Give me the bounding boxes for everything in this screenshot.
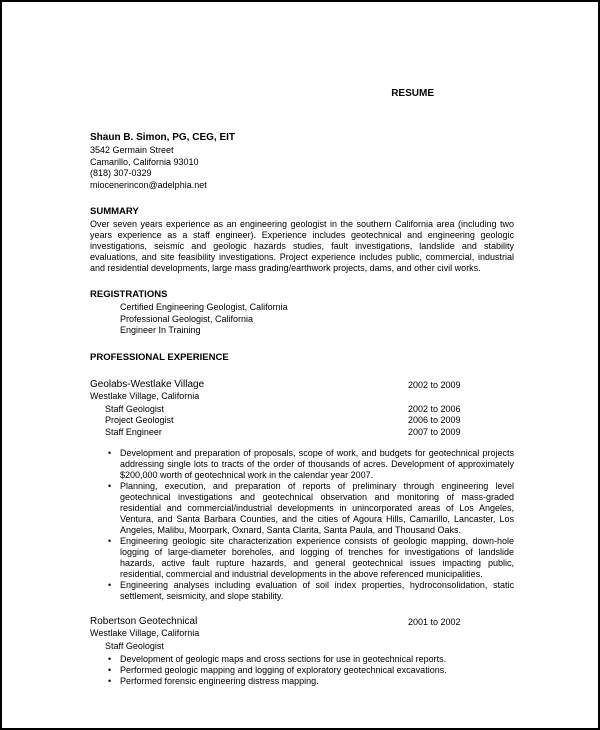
phone-number: (818) 307-0329 xyxy=(90,168,152,178)
bullet-item: • Development of geologic maps and cross sections for use in geotechnical reports. xyxy=(90,654,514,665)
registrations-heading: REGISTRATIONS xyxy=(90,289,168,300)
bullet-item: • Planning, execution, and preparation of reports of preliminary through engineering level geotechnical investigations and geotechnical observation and monitoring of mass-graded residential and commercial/industrial developments in unincorporated areas of Los Angeles, Ventura, and Santa Barbara Counties, and the cities of Agoura Hills, Camarillo, Lancaster, Los Angeles, Malibu, Moorpark, Oxnard, Santa Clarita, Santa Paula, and Thousand Oaks. xyxy=(90,481,514,536)
city-address: Camarillo, California 93010 xyxy=(90,156,199,167)
position-title: Staff Geologist xyxy=(105,403,164,414)
experience-heading: PROFESSIONAL EXPERIENCE xyxy=(90,351,229,363)
position-row xyxy=(105,404,514,416)
position-row xyxy=(105,427,514,439)
position-title: Staff Geologist xyxy=(105,641,164,651)
job-location: Westlake Village, California xyxy=(90,628,200,638)
bullet-item: • Engineering geologic site characterization experience consists of geologic mapping, down-hole logging of large-diameter boreholes, and logging of trenches for investigations of landslide hazards, active fault rupture hazards, and general geotechnical issues impacting public, residential, commercial and industrial developments in the above referenced municipalities. xyxy=(90,536,514,580)
resume-content xyxy=(90,88,514,687)
job-entry-robertson xyxy=(90,616,514,687)
summary-paragraph: Over seven years experience as an engineering geologist in the southern California area (including two years experience as a staff engineer). Experience includes geotechnical and engineering geologic investigations, seismic and geologic hazards studies, fault investigations, landslide and stability evaluations, and site feasibility investigations. Project experience includes public, commercial, industrial and residential developments, large mass grading/earthwork projects, dams, and other civil works. xyxy=(90,219,514,273)
position-title: Staff Engineer xyxy=(105,426,162,437)
position-dates: 2007 to 2009 xyxy=(408,426,461,437)
company-name: Geolabs-Westlake Village xyxy=(90,378,205,390)
registration-item: Engineer In Training xyxy=(120,325,201,335)
document-title: RESUME xyxy=(391,88,434,99)
bullet-item: • Development and preparation of proposals, scope of work, and budgets for geotechnical projects addressing single lots to tracts of the order of thousands of acres. Development of approximately $200,000 worth of geotechnical work in the calendar year 2007. xyxy=(90,448,514,481)
summary-heading: SUMMARY xyxy=(90,206,139,217)
positions-list xyxy=(90,404,514,439)
job-header xyxy=(90,379,514,390)
company-name: Robertson Geotechnical xyxy=(90,616,198,627)
registration-item: Professional Geologist, California xyxy=(120,313,254,324)
position-title: Project Geologist xyxy=(105,415,174,425)
positions-list xyxy=(90,641,514,653)
job-bullets xyxy=(90,654,514,687)
registration-item: Certified Engineering Geologist, California xyxy=(120,302,288,312)
job-header xyxy=(90,616,514,627)
bullet-item: • Engineering analyses including evaluation of soil index properties, hydroconsolidation, static settlement, seismicity, and slope stability. xyxy=(90,580,514,602)
job-entry-geolabs xyxy=(90,379,514,603)
email-address: miocenerincon@adelphia.net xyxy=(90,179,207,190)
bullet-item: • Performed geologic mapping and logging of exploratory geotechnical excavations. xyxy=(90,665,514,676)
job-location: Westlake Village, California xyxy=(90,390,200,401)
position-row xyxy=(105,415,514,427)
street-address: 3542 Germain Street xyxy=(90,145,174,155)
position-dates: 2006 to 2009 xyxy=(408,415,461,425)
job-dates: 2001 to 2002 xyxy=(408,617,461,627)
person-name: Shaun B. Simon, PG, CEG, EIT xyxy=(90,132,236,143)
contact-block xyxy=(90,132,514,191)
registrations-list xyxy=(120,302,514,337)
position-dates: 2002 to 2006 xyxy=(408,403,461,414)
job-bullets xyxy=(90,448,514,602)
bullet-item: • Performed forensic engineering distress mapping. xyxy=(90,676,514,687)
job-dates: 2002 to 2009 xyxy=(408,379,461,390)
position-row xyxy=(105,641,514,653)
